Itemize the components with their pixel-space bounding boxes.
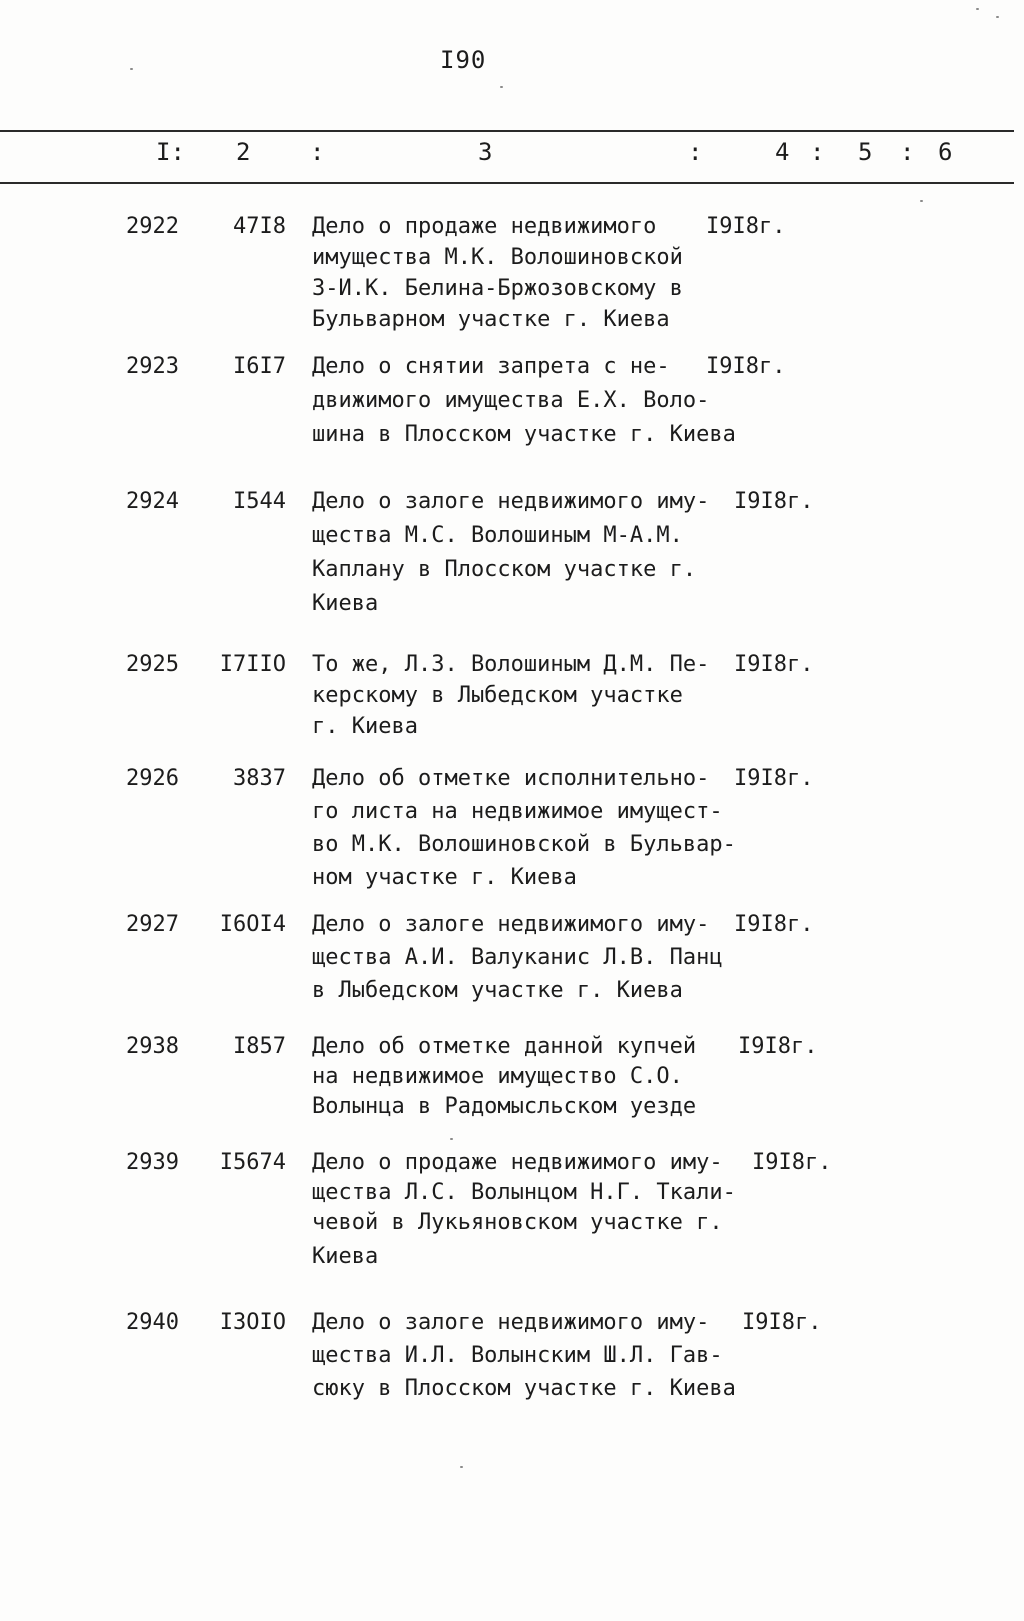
- list-item: [0, 487, 1000, 616]
- entry-description: [312, 1032, 752, 1122]
- scan-speck: [460, 1466, 463, 1468]
- entry-code: I5674: [219, 1150, 286, 1175]
- description-line: щества И.Л. Волынским Ш.Л. Гав-: [312, 1343, 723, 1368]
- list-item: [0, 1148, 1000, 1269]
- description-line: Каплану в Плосском участке г.: [312, 557, 697, 582]
- description-line: Дело о продаже недвижимого иму-: [312, 1150, 723, 1175]
- entry-code: I857: [233, 1034, 286, 1059]
- list-item: [0, 1308, 1000, 1401]
- scan-speck: [130, 68, 133, 70]
- entry-description: [312, 1308, 752, 1407]
- description-line: сюку в Плосском участке г. Киева: [312, 1376, 736, 1401]
- description-line: Бульварном участке г. Киева: [312, 307, 670, 332]
- entry-year: I9I8г.: [734, 766, 814, 791]
- scan-speck: [500, 86, 503, 88]
- entry-code: I3OIO: [219, 1310, 286, 1335]
- entry-year: I9I8г.: [752, 1150, 832, 1175]
- entry-description: [312, 910, 752, 1009]
- entry-description: [312, 352, 752, 454]
- description-line: Дело об отметке исполнительно-: [312, 766, 710, 791]
- entry-number: 2922: [126, 214, 179, 239]
- description-line: Дело о снятии запрета с не-: [312, 354, 670, 379]
- entry-number: 2927: [126, 912, 179, 937]
- description-line: щества А.И. Валуканис Л.В. Панц: [312, 945, 723, 970]
- header-bottom-rule: [0, 182, 1014, 184]
- description-line: ном участке г. Киева: [312, 865, 577, 890]
- entry-number: 2939: [126, 1150, 179, 1175]
- entry-number: 2925: [126, 652, 179, 677]
- description-line: керскому в Лыбедском участке: [312, 683, 683, 708]
- entry-number: 2938: [126, 1034, 179, 1059]
- description-line: на недвижимое имущество С.О.: [312, 1064, 683, 1089]
- header-col-5: 5: [858, 138, 873, 166]
- entry-code: I6OI4: [219, 912, 286, 937]
- entry-code: I6I7: [233, 354, 286, 379]
- description-line: Дело о залоге недвижимого иму-: [312, 489, 710, 514]
- entry-year: I9I8г.: [706, 354, 786, 379]
- entry-code: 47I8: [233, 214, 286, 239]
- description-line: З-И.К. Белина-Бржозовскому в: [312, 276, 683, 301]
- entry-description: [312, 1148, 752, 1272]
- description-line: То же, Л.З. Волошиным Д.М. Пе-: [312, 652, 710, 677]
- description-line: Киева: [312, 1244, 379, 1269]
- list-item: [0, 352, 1000, 447]
- list-item: [0, 650, 1000, 739]
- description-line: Дело об отметке данной купчей: [312, 1034, 697, 1059]
- description-line: го листа на недвижимое имущест-: [312, 799, 723, 824]
- column-header-row: [0, 138, 1000, 174]
- entry-year: I9I8г.: [734, 912, 814, 937]
- header-col-4: 4: [775, 138, 790, 166]
- entry-year: I9I8г.: [738, 1034, 818, 1059]
- entry-number: 2926: [126, 766, 179, 791]
- entry-description: [312, 764, 752, 896]
- header-top-rule: [0, 130, 1014, 132]
- page-number: I90: [440, 46, 487, 74]
- entry-year: I9I8г.: [734, 489, 814, 514]
- scan-speck: [450, 1138, 453, 1140]
- entry-code: I544: [233, 489, 286, 514]
- entry-number: 2940: [126, 1310, 179, 1335]
- entry-code: 3837: [233, 766, 286, 791]
- entry-description: [312, 212, 752, 336]
- entry-code: I7IIO: [219, 652, 286, 677]
- list-item: [0, 212, 1000, 332]
- description-line: во М.К. Волошиновской в Бульвар-: [312, 832, 736, 857]
- entry-description: [312, 650, 752, 743]
- list-item: [0, 1032, 1000, 1119]
- entry-year: I9I8г.: [706, 214, 786, 239]
- description-line: Дело о залоге недвижимого иму-: [312, 912, 710, 937]
- header-col-2: 2: [236, 138, 251, 166]
- description-line: имущества М.К. Волошиновской: [312, 245, 683, 270]
- header-col-6: 6: [938, 138, 953, 166]
- description-line: Дело о залоге недвижимого иму-: [312, 1310, 710, 1335]
- scan-speck: [996, 16, 999, 18]
- entry-year: I9I8г.: [734, 652, 814, 677]
- header-col-1: I:: [156, 138, 185, 166]
- header-separator: :: [310, 138, 325, 166]
- header-separator: :: [900, 138, 915, 166]
- entry-year: I9I8г.: [742, 1310, 822, 1335]
- description-line: движимого имущества Е.Х. Воло-: [312, 388, 710, 413]
- description-line: щества М.С. Волошиным М-А.М.: [312, 523, 683, 548]
- entry-description: [312, 487, 752, 623]
- description-line: в Лыбедском участке г. Киева: [312, 978, 683, 1003]
- scan-speck: [920, 200, 923, 202]
- header-separator: :: [688, 138, 703, 166]
- header-col-3: 3: [478, 138, 493, 166]
- description-line: Киева: [312, 591, 379, 616]
- description-line: щества Л.С. Волынцом Н.Г. Ткали-: [312, 1180, 736, 1205]
- description-line: шина в Плосском участке г. Киева: [312, 422, 736, 447]
- entry-number: 2924: [126, 489, 179, 514]
- description-line: Волынца в Радомысльском уезде: [312, 1094, 697, 1119]
- description-line: Дело о продаже недвижимого: [312, 214, 657, 239]
- scan-speck: [976, 8, 979, 10]
- list-item: [0, 910, 1000, 1003]
- entry-number: 2923: [126, 354, 179, 379]
- header-separator: :: [810, 138, 825, 166]
- description-line: г. Киева: [312, 714, 418, 739]
- description-line: чевой в Лукьяновском участке г.: [312, 1210, 723, 1235]
- list-item: [0, 764, 1000, 890]
